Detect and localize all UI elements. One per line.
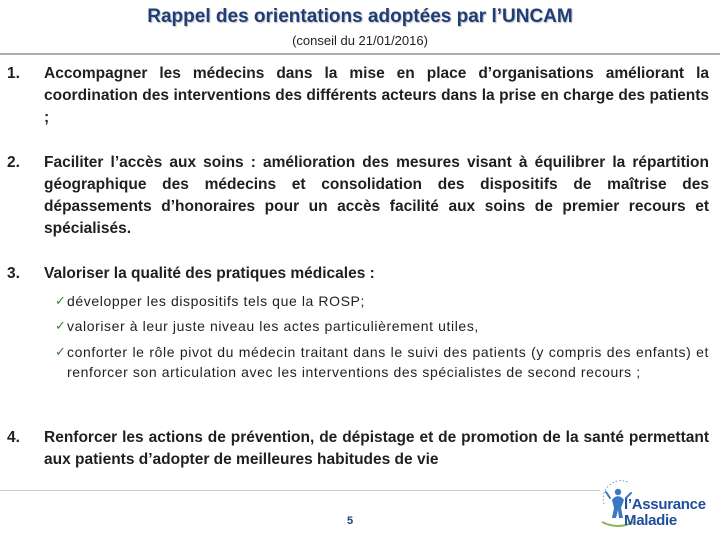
list-item-text: Accompagner les médecins dans la mise en place d’organisations améliorant la coordination des interventions des différents acteurs dans la prise en charge des patients ; xyxy=(44,65,709,126)
sub-item-text: valoriser à leur juste niveau les actes particulièrement utiles, xyxy=(67,318,479,334)
assurance-maladie-logo xyxy=(598,474,714,536)
page-subtitle: (conseil du 21/01/2016) xyxy=(292,33,428,48)
list-item-text: Valoriser la qualité des pratiques médicales : xyxy=(44,265,375,282)
checkmark-icon: ✓ xyxy=(55,344,67,359)
page-title: Rappel des orientations adoptées par l’UNCAM xyxy=(147,6,573,27)
list-item-number: 3. xyxy=(7,265,20,282)
list-item-text: Faciliter l’accès aux soins : amélioration des mesures visant à équilibrer la répartition géographique des médecins et consolidation des dispositifs de maîtrise des dépassements d’honoraires pour un accès facilité aux soins de premier recours et spécialisés. xyxy=(44,154,709,237)
logo-text-line1: l’Assurance xyxy=(624,496,706,513)
footer-divider xyxy=(0,490,600,491)
list-item-3 xyxy=(7,263,709,285)
logo-text-line2: Maladie xyxy=(624,512,677,529)
sub-item-2 xyxy=(55,316,709,336)
list-item-number: 2. xyxy=(7,154,20,171)
sub-item-text: conforter le rôle pivot du médecin traitant dans le suivi des patients (y compris des enfants) et renforcer son articulation avec les interventions des spécialistes de second recours ; xyxy=(67,344,709,380)
sub-item-text: développer les dispositifs tels que la ROSP; xyxy=(67,293,365,309)
list-item-1 xyxy=(7,63,709,129)
list-item-number: 4. xyxy=(7,429,20,446)
list-item-number: 1. xyxy=(7,65,20,82)
checkmark-icon: ✓ xyxy=(55,293,67,308)
sub-item-3 xyxy=(55,342,709,382)
page-number: 5 xyxy=(346,515,354,527)
list-item-text: Renforcer les actions de prévention, de dépistage et de promotion de la santé permettant aux patients d’adopter de meilleures habitudes de vie xyxy=(44,429,709,468)
list-item-4 xyxy=(7,427,709,471)
checkmark-icon: ✓ xyxy=(55,318,67,333)
list-item-2 xyxy=(7,152,709,240)
sub-item-1 xyxy=(55,291,709,311)
title-divider xyxy=(0,53,720,55)
